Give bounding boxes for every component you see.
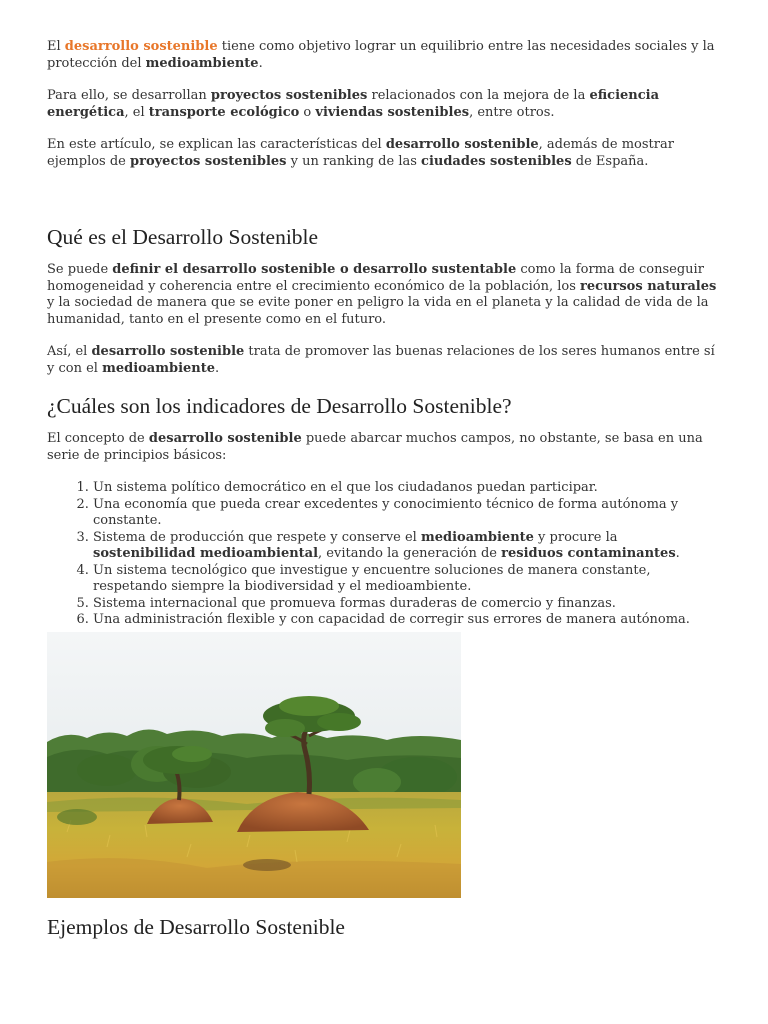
section-heading-indicadores: ¿Cuáles son los indicadores de Desarrollo Sostenible?	[47, 394, 512, 418]
article-body	[47, 39, 723, 629]
bold-term: proyectos sostenibles	[210, 88, 368, 103]
text-span: tiene como objetivo lograr un equilibrio entre las necesidades sociales y la protección del	[47, 39, 715, 71]
text-span: , además de mostrar ejemplos de	[47, 137, 674, 169]
bold-term: medioambiente	[145, 55, 259, 71]
savanna-landscape-image	[47, 632, 461, 898]
text-span: trata de promover las buenas relaciones de los seres humanos entre sí y con el	[47, 344, 715, 376]
bold-term: definir el desarrollo sostenible o desarrollo sustentable	[112, 262, 517, 277]
text-span: Sistema de producción que respete y conserve el	[93, 529, 421, 545]
text-span: , evitando la generación de	[318, 546, 502, 561]
bold-term: sostenibilidad medioambiental	[93, 546, 319, 561]
intro-paragraph-1	[47, 39, 723, 72]
landscape-illustration	[47, 632, 461, 898]
section-heading-que-es: Qué es el Desarrollo Sostenible	[47, 225, 319, 249]
bold-term: eficiencia energética	[47, 88, 660, 120]
relations-paragraph	[47, 344, 723, 377]
definition-paragraph	[47, 262, 723, 328]
section-heading-ejemplos: Ejemplos de Desarrollo Sostenible	[47, 915, 345, 939]
text-span: El concepto de	[47, 431, 149, 446]
list-item: 5. Sistema internacional que promueva formas duraderas de comercio y finanzas.	[93, 596, 723, 613]
desarrollo-sostenible-link[interactable]: desarrollo sostenible	[64, 39, 218, 54]
bold-term: medioambiente	[420, 529, 534, 545]
bold-term: recursos naturales	[580, 278, 717, 294]
text-span: de España.	[571, 153, 649, 169]
list-item: 6. Una administración flexible y con capacidad de corregir sus errores de manera autónoma.	[93, 612, 723, 629]
text-span: relacionados con la mejora de la	[367, 88, 590, 103]
bold-term: residuos contaminantes	[501, 546, 676, 561]
text-span: Se puede	[47, 262, 113, 277]
list-item	[93, 530, 723, 563]
text-span: En este artículo, se explican las características del	[47, 137, 386, 152]
intro-paragraph-2	[47, 88, 723, 121]
bold-term: desarrollo sostenible	[148, 431, 302, 446]
list-item: 2. Una economía que pueda crear excedentes y conocimiento técnico de forma autónoma y constante.	[93, 497, 723, 530]
text-span: .	[258, 55, 263, 71]
bold-term: medioambiente	[102, 360, 216, 376]
bold-term: transporte ecológico	[148, 104, 300, 120]
principles-intro-paragraph	[47, 431, 723, 464]
list-item: 4. Un sistema tecnológico que investigue y encuentre soluciones de manera constante, respetando siempre la biodiversidad y el medioambiente.	[93, 563, 723, 596]
text-span: y la sociedad de manera que se evite poner en peligro la vida en el planeta y la calidad de vida de la humanidad, tanto en el presente como en el futuro.	[47, 295, 709, 327]
bold-term: ciudades sostenibles	[421, 153, 572, 169]
text-span: y un ranking de las	[286, 153, 422, 169]
text-span: Para ello, se desarrollan	[47, 88, 211, 103]
principles-list	[47, 480, 723, 629]
bold-term: desarrollo sostenible	[385, 137, 539, 152]
text-span: y procure la	[533, 529, 618, 545]
text-span: o	[299, 104, 316, 120]
text-span: , entre otros.	[469, 104, 555, 120]
text-span: como la forma de conseguir homogeneidad y coherencia entre el crecimiento económico de la población, los	[47, 262, 704, 294]
bold-term: proyectos sostenibles	[130, 153, 287, 169]
text-span: , el	[124, 104, 149, 120]
bold-term: desarrollo sostenible	[91, 344, 245, 359]
text-span: .	[215, 360, 220, 376]
text-span: El	[47, 39, 65, 54]
list-item: 1. Un sistema político democrático en el que los ciudadanos puedan participar.	[93, 480, 723, 497]
text-span: Así, el	[47, 344, 92, 359]
text-span: puede abarcar muchos campos, no obstante, se basa en una serie de principios básicos:	[47, 431, 703, 463]
text-span: .	[675, 546, 680, 561]
intro-paragraph-3	[47, 137, 723, 170]
bold-term: viviendas sostenibles	[315, 104, 470, 120]
